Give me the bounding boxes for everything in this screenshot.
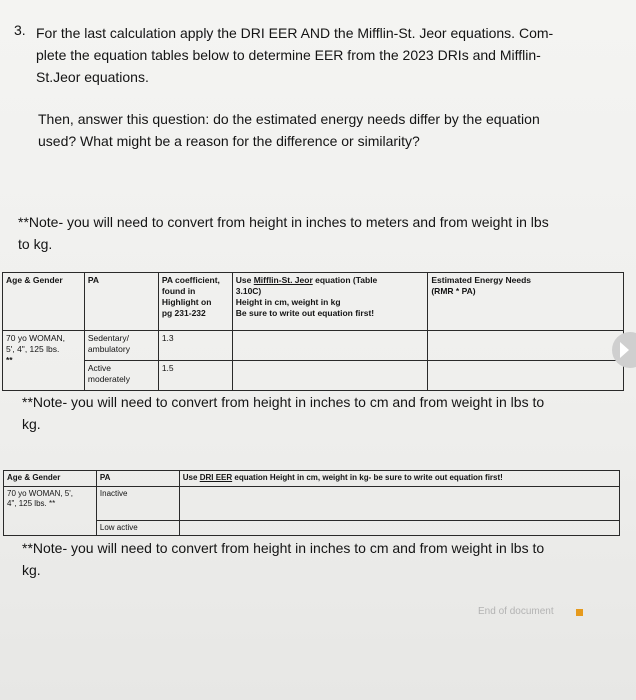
t2-equation-cell-2[interactable]	[179, 520, 619, 536]
t2-pa-low-active: Low active	[96, 520, 179, 536]
t2-equation-cell-1[interactable]	[179, 486, 619, 520]
subject-cell: 70 yo WOMAN, 5', 4", 125 lbs. **	[3, 331, 85, 391]
t2-header-pa: PA	[96, 471, 179, 487]
question-line-3: St.Jeor equations.	[36, 69, 149, 85]
end-of-document: End of document	[478, 606, 554, 617]
mifflin-link[interactable]: Mifflin-St. Jeor	[253, 275, 313, 285]
header-estimated-energy: Estimated Energy Needs (RMR * PA)	[428, 273, 624, 331]
coef-sedentary: 1.3	[158, 331, 232, 361]
dri-eer-table	[3, 470, 620, 536]
t2-subject-cell: 70 yo WOMAN, 5', 4", 125 lbs. **	[4, 486, 97, 536]
equation-cell-1[interactable]	[232, 331, 428, 361]
header-pa: PA	[84, 273, 158, 331]
header-age-gender: Age & Gender	[3, 273, 85, 331]
dri-eer-link[interactable]: DRI EER	[199, 473, 233, 482]
question-line-1: For the last calculation apply the DRI EER AND the Mifflin-St. Jeor equations. Com-	[36, 25, 554, 41]
header-pa-coefficient: PA coefficient, found in Highlight on pg 231-232	[158, 273, 232, 331]
note-2-line-2: kg.	[22, 416, 41, 432]
pa-sedentary: Sedentary/ ambulatory	[84, 331, 158, 361]
then-line-2: used? What might be a reason for the difference or similarity?	[38, 133, 420, 149]
header-use-mifflin: Use Mifflin-St. Jeor equation (Table 3.10C) Height in cm, weight in kg Be sure to write out equation first!	[232, 273, 428, 331]
t2-pa-inactive: Inactive	[96, 486, 179, 520]
question-number: 3.	[14, 22, 26, 38]
pa-active: Active moderately	[84, 361, 158, 391]
note-1-line-1: **Note- you will need to convert from height in inches to meters and from weight in lbs	[18, 214, 549, 230]
mifflin-table	[2, 272, 624, 391]
coef-active: 1.5	[158, 361, 232, 391]
note-3-line-2: kg.	[22, 562, 41, 578]
t2-header-age-gender: Age & Gender	[4, 471, 97, 487]
equation-cell-2[interactable]	[232, 361, 428, 391]
estimate-cell-1[interactable]	[428, 331, 624, 361]
t2-header-use-dri: Use DRI EER equation Height in cm, weight in kg- be sure to write out equation first!	[179, 471, 619, 487]
note-2-line-1: **Note- you will need to convert from height in inches to cm and from weight in lbs to	[22, 394, 545, 410]
note-1-line-2: to kg.	[18, 236, 53, 252]
note-3-line-1: **Note- you will need to convert from height in inches to cm and from weight in lbs to	[22, 540, 545, 556]
end-marker-icon	[576, 609, 583, 616]
then-line-1: Then, answer this question: do the estimated energy needs differ by the equation	[38, 111, 540, 127]
estimate-cell-2[interactable]	[428, 361, 624, 391]
question-line-2: plete the equation tables below to determine EER from the 2023 DRIs and Mifflin-	[36, 47, 541, 63]
